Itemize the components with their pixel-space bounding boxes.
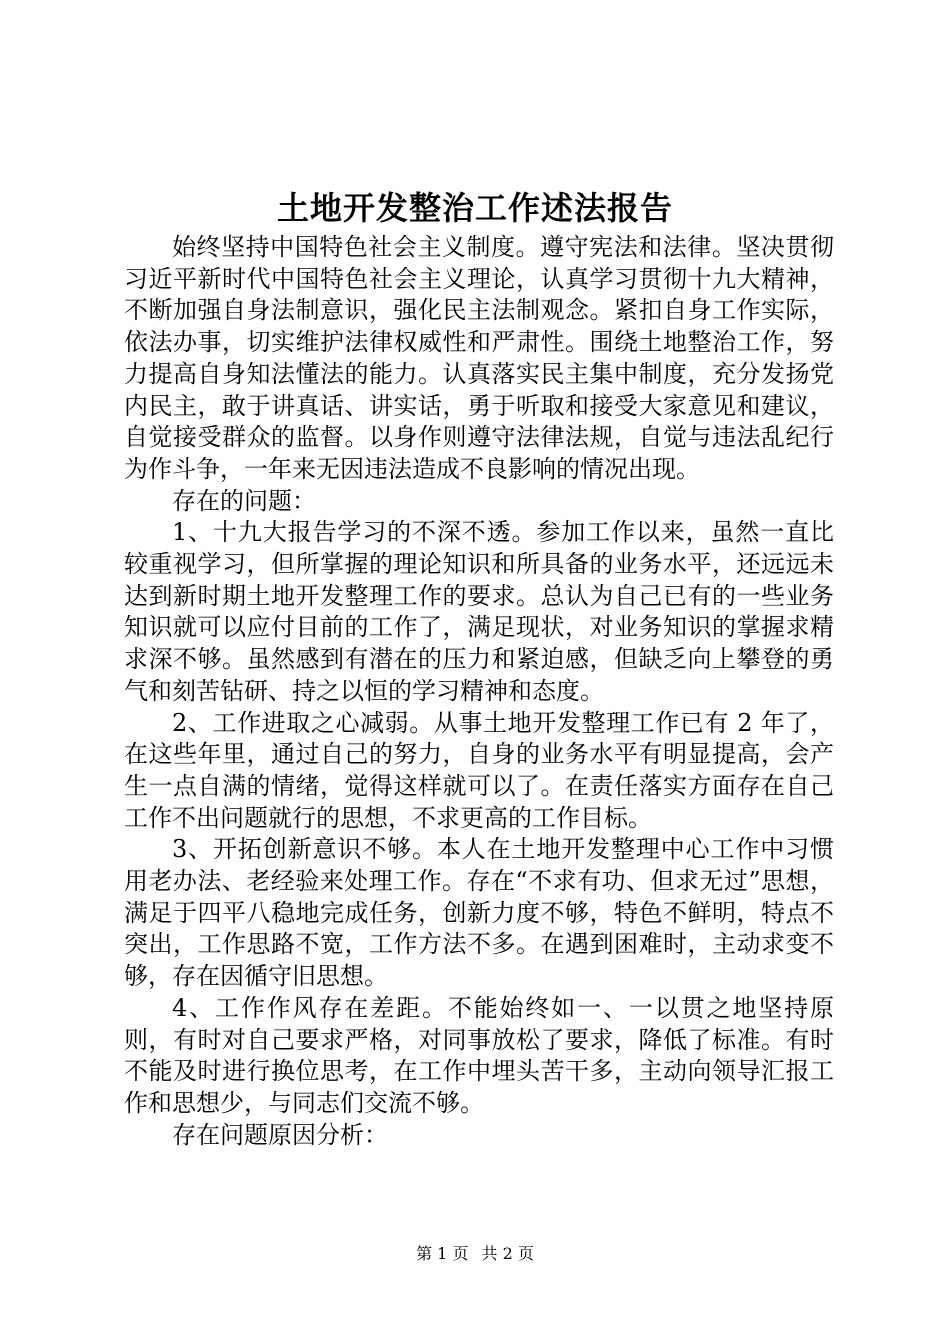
paragraph-problems-heading: 存在的问题：: [172, 486, 316, 515]
paragraph-cause-heading: 存在问题原因分析：: [172, 1120, 388, 1149]
paragraph-intro: 始终坚持中国特色社会主义制度。遵守宪法和法律。坚决贯彻习近平新时代中国特色社会主义理论，认真学习贯彻十九大精神，不断加强自身法制意识，强化民主法制观念。紧扣自身工作实际，依法办事，切实维护法律权威性和严肃性。围绕土地整治工作，努力提高自身知法懂法的能力。认真落实民主集中制度，充分发扬党内民主，敢于讲真话、讲实话，勇于听取和接受大家意见和建议，自觉接受群众的监督。以身作则遵守法律法规，自觉与违法乱纪行为作斗争，一年来无因违法造成不良影响的情况出现。: [124, 233, 834, 483]
paragraph-problem-3: 3、开拓创新意识不够。本人在土地开发整理中心工作中习惯用老办法、老经验来处理工作。存在“不求有功、但求无过”思想，满足于四平八稳地完成任务，创新力度不够，特色不鲜明，特点不突出，工作思路不宽，工作方法不多。在遇到困难时，主动求变不够，存在因循守旧思想。: [124, 835, 834, 991]
document-body: [124, 232, 834, 1151]
page-footer: [0, 1242, 950, 1266]
page-title: 土地开发整治工作述法报告: [276, 189, 673, 227]
paragraph-problem-1: 1、十九大报告学习的不深不透。参加工作以来，虽然一直比较重视学习，但所掌握的理论知识和所具备的业务水平，还远远未达到新时期土地开发整理工作的要求。总认为自己已有的一些业务知识就可以应付目前的工作了，满足现状，对业务知识的掌握求精求深不够。虽然感到有潜在的压力和紧迫感，但缺乏向上攀登的勇气和刻苦钻研、持之以恒的学习精神和态度。: [124, 518, 834, 705]
paragraph-problem-2: 2、工作进取之心减弱。从事土地开发整理工作已有 2 年了，在这些年里，通过自己的努力，自身的业务水平有明显提高，会产生一点自满的情绪，觉得这样就可以了。在责任落实方面存在自己工作不出问题就行的思想，不求更高的工作目标。: [124, 708, 834, 832]
page-number-current: 第 1 页: [416, 1244, 469, 1263]
paragraph-problem-4: 4、工作作风存在差距。不能始终如一、一以贯之地坚持原则，有时对自己要求严格，对同事放松了要求，降低了标准。有时不能及时进行换位思考，在工作中埋头苦干多，主动向领导汇报工作和思想少，与同志们交流不够。: [124, 993, 834, 1117]
page-number-total: 共 2 页: [481, 1244, 534, 1263]
